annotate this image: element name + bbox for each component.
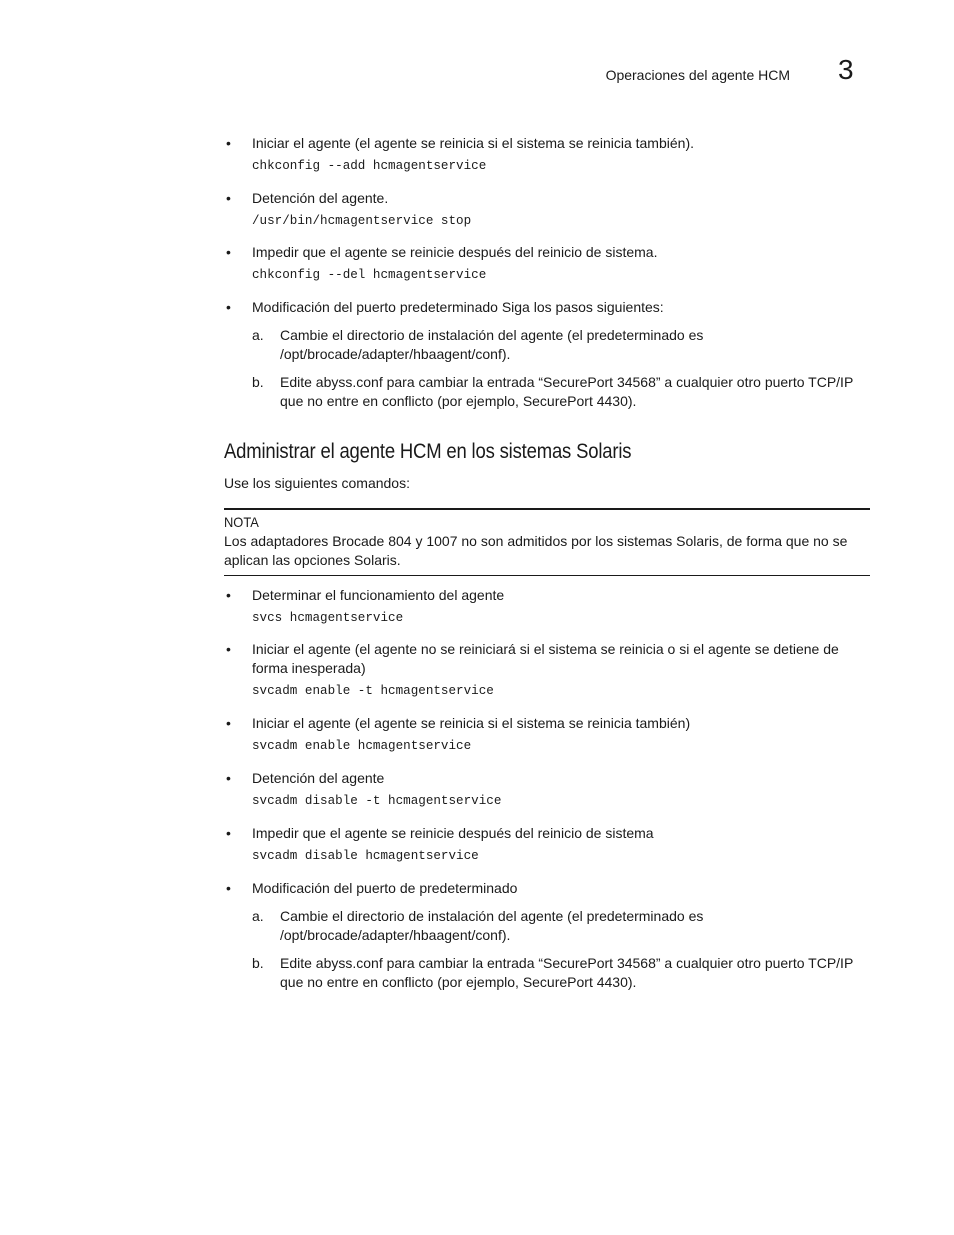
step-text: Cambie el directorio de instalación del agente (el predeterminado es /opt/brocade/adapter/hbaagent/conf). [280, 908, 704, 943]
running-header-title: Operaciones del agente HCM [605, 67, 790, 83]
list-item [224, 640, 870, 678]
note-text: Los adaptadores Brocade 804 y 1007 no son admitidos por los sistemas Solaris, de forma que no se aplican las opciones Solaris. [224, 533, 848, 568]
code-command: chkconfig --del hcmagentservice [252, 268, 487, 282]
step-item [224, 907, 870, 945]
step-label: a. [252, 327, 264, 343]
list-item [224, 714, 870, 733]
step-item [224, 326, 870, 364]
step-label: a. [252, 908, 264, 924]
bullet-icon: • [226, 299, 231, 315]
intro-paragraph: Use los siguientes comandos: [224, 475, 410, 491]
list-item-text: Iniciar el agente (el agente se reinicia si el sistema se reinicia también). [252, 135, 694, 151]
bullet-icon: • [226, 244, 231, 260]
list-item [224, 189, 870, 208]
list-item [224, 243, 870, 262]
code-command: svcs hcmagentservice [252, 611, 404, 625]
bullet-icon: • [226, 715, 231, 731]
list-item-text: Modificación del puerto de predeterminado [252, 880, 518, 896]
list-item-text: Iniciar el agente (el agente se reinicia si el sistema se reinicia también) [252, 715, 691, 731]
list-item-text: Detención del agente. [252, 190, 389, 206]
step-label: b. [252, 955, 264, 971]
chapter-number: 3 [838, 54, 854, 85]
list-item-text: Determinar el funcionamiento del agente [252, 587, 505, 603]
step-item [224, 373, 870, 411]
bullet-icon: • [226, 770, 231, 786]
step-item [224, 954, 870, 992]
step-text: Edite abyss.conf para cambiar la entrada “SecurePort 34568” a cualquier otro puerto TCP/IP que no entre en conflicto (por ejemplo, SecurePort 4430). [280, 955, 854, 990]
step-text: Cambie el directorio de instalación del agente (el predeterminado es /opt/brocade/adapter/hbaagent/conf). [280, 327, 704, 362]
list-item [224, 769, 870, 788]
step-label: b. [252, 374, 264, 390]
section-heading: Administrar el agente HCM en los sistemas Solaris [224, 440, 632, 463]
bullet-icon: • [226, 880, 231, 896]
list-item [224, 586, 870, 605]
page-header [0, 54, 954, 88]
code-command: chkconfig --add hcmagentservice [252, 159, 487, 173]
code-command: svcadm enable -t hcmagentservice [252, 684, 494, 698]
code-command: /usr/bin/hcmagentservice stop [252, 214, 472, 228]
note-label: NOTA [224, 514, 259, 530]
code-command: svcadm disable hcmagentservice [252, 849, 479, 863]
bullet-icon: • [226, 587, 231, 603]
list-item [224, 824, 870, 843]
code-command: svcadm disable -t hcmagentservice [252, 794, 502, 808]
note-box [224, 508, 870, 576]
list-item-text: Modificación del puerto predeterminado Siga los pasos siguientes: [252, 299, 664, 315]
list-item-text: Impedir que el agente se reinicie después del reinicio de sistema [252, 825, 654, 841]
bullet-icon: • [226, 135, 231, 151]
list-item [224, 879, 870, 898]
bullet-icon: • [226, 641, 231, 657]
step-text: Edite abyss.conf para cambiar la entrada “SecurePort 34568” a cualquier otro puerto TCP/IP que no entre en conflicto (por ejemplo, SecurePort 4430). [280, 374, 854, 409]
list-item-text: Iniciar el agente (el agente no se reiniciará si el sistema se reinicia o si el agente se detiene de forma inesperada) [252, 641, 839, 676]
list-item-text: Detención del agente [252, 770, 385, 786]
list-item-text: Impedir que el agente se reinicie después del reinicio de sistema. [252, 244, 658, 260]
bullet-icon: • [226, 825, 231, 841]
code-command: svcadm enable hcmagentservice [252, 739, 472, 753]
list-item [224, 298, 870, 317]
list-item [224, 134, 870, 153]
bullet-icon: • [226, 190, 231, 206]
page-content [224, 134, 870, 992]
